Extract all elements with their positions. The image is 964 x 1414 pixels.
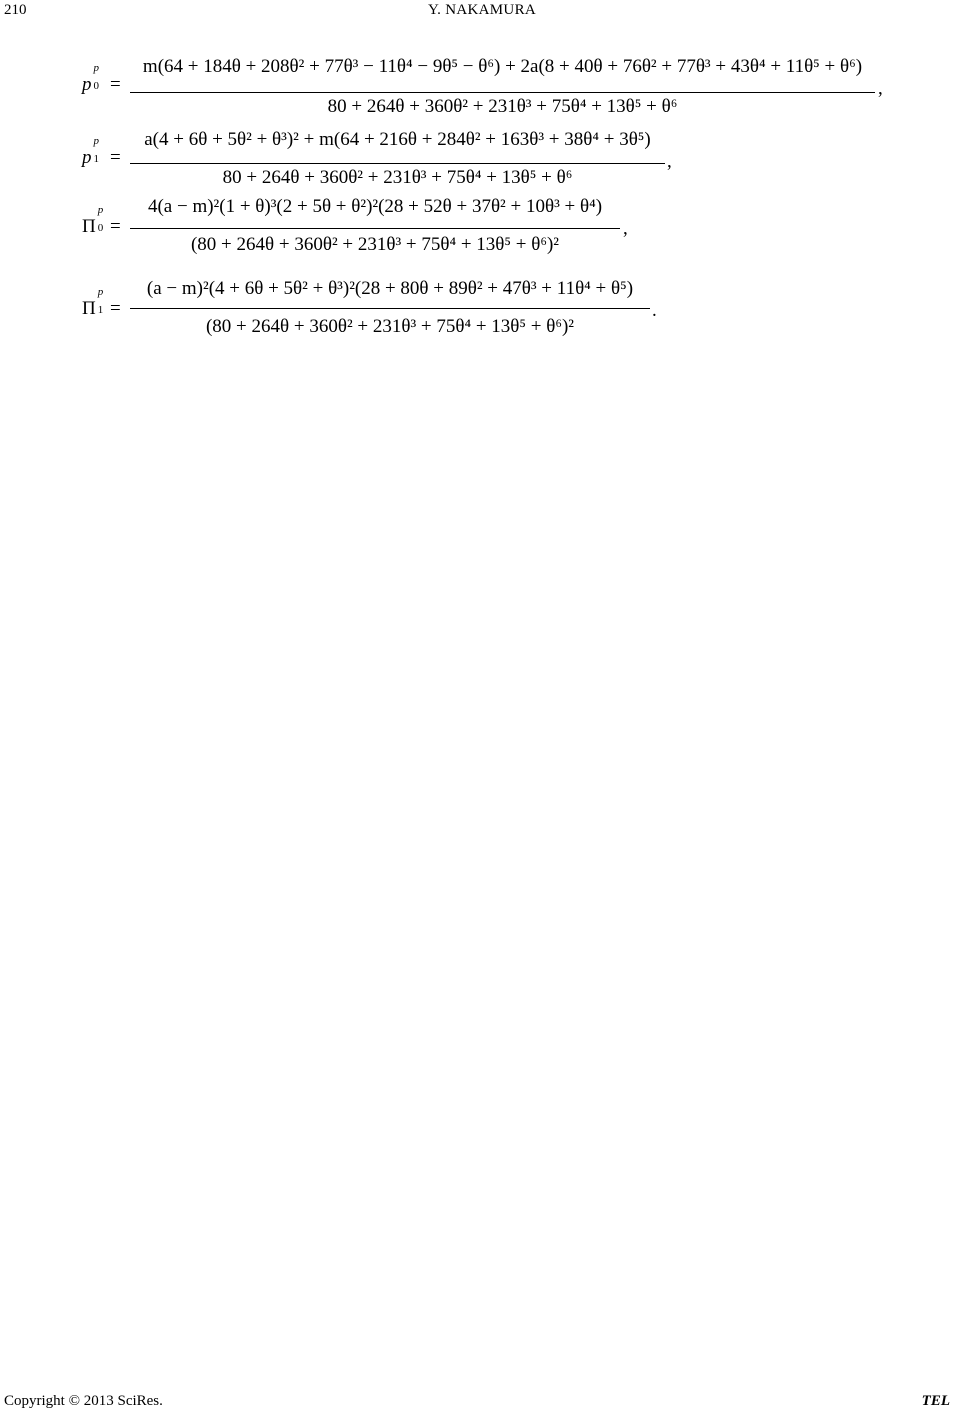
denominator: 80 + 264θ + 360θ² + 231θ³ + 75θ⁴ + 13θ⁵ + θ⁶: [222, 167, 573, 188]
punctuation: ,: [878, 78, 883, 99]
numerator: (a − m)²(4 + 6θ + 5θ² + θ³)²(28 + 80θ + 89θ² + 47θ³ + 11θ⁴ + θ⁵): [146, 278, 634, 299]
numerator: m(64 + 184θ + 208θ² + 77θ³ − 11θ⁴ − 9θ⁵ − θ⁶) + 2a(8 + 40θ + 76θ² + 77θ³ + 43θ⁴ + 11θ⁵ + θ⁶): [142, 56, 863, 77]
equation-pi1: [0, 268, 964, 353]
punctuation: .: [652, 300, 657, 321]
equation-lhs: Π p 0: [82, 204, 104, 237]
fraction: [130, 125, 665, 195]
equation-pi0: [0, 188, 964, 268]
fraction-bar: [130, 92, 875, 93]
running-head: Y. NAKAMURA: [427, 2, 537, 18]
copyright-footer: Copyright © 2013 SciRes.: [4, 1393, 163, 1409]
numerator: a(4 + 6θ + 5θ² + θ³)² + m(64 + 216θ + 284θ² + 163θ³ + 38θ⁴ + 3θ⁵): [144, 129, 651, 150]
fraction-bar: [130, 228, 620, 229]
equation-p0: [0, 52, 964, 122]
equals-sign: =: [110, 216, 121, 237]
denominator: (80 + 264θ + 360θ² + 231θ³ + 75θ⁴ + 13θ⁵ + θ⁶)²: [190, 234, 559, 255]
equals-sign: =: [110, 74, 121, 95]
equals-sign: =: [110, 147, 121, 168]
numerator: 4(a − m)²(1 + θ)³(2 + 5θ + θ²)²(28 + 52θ + 37θ² + 10θ³ + θ⁴): [147, 196, 603, 217]
journal-abbrev: TEL: [921, 1393, 950, 1409]
denominator: (80 + 264θ + 360θ² + 231θ³ + 75θ⁴ + 13θ⁵ + θ⁶)²: [205, 316, 574, 337]
fraction-bar: [130, 163, 665, 164]
fraction: [130, 52, 875, 122]
equation-lhs: p p 1: [82, 135, 99, 168]
page-number: 210: [4, 2, 27, 18]
equation-lhs: p p 0: [82, 62, 99, 95]
fraction-bar: [130, 308, 650, 309]
equation-p1: [0, 125, 964, 195]
punctuation: ,: [667, 151, 672, 172]
denominator: 80 + 264θ + 360θ² + 231θ³ + 75θ⁴ + 13θ⁵ + θ⁶: [327, 96, 678, 117]
equals-sign: =: [110, 298, 121, 319]
equation-lhs: Π p 1: [82, 286, 104, 319]
fraction: [130, 268, 650, 353]
punctuation: ,: [623, 218, 628, 239]
fraction: [130, 188, 620, 268]
